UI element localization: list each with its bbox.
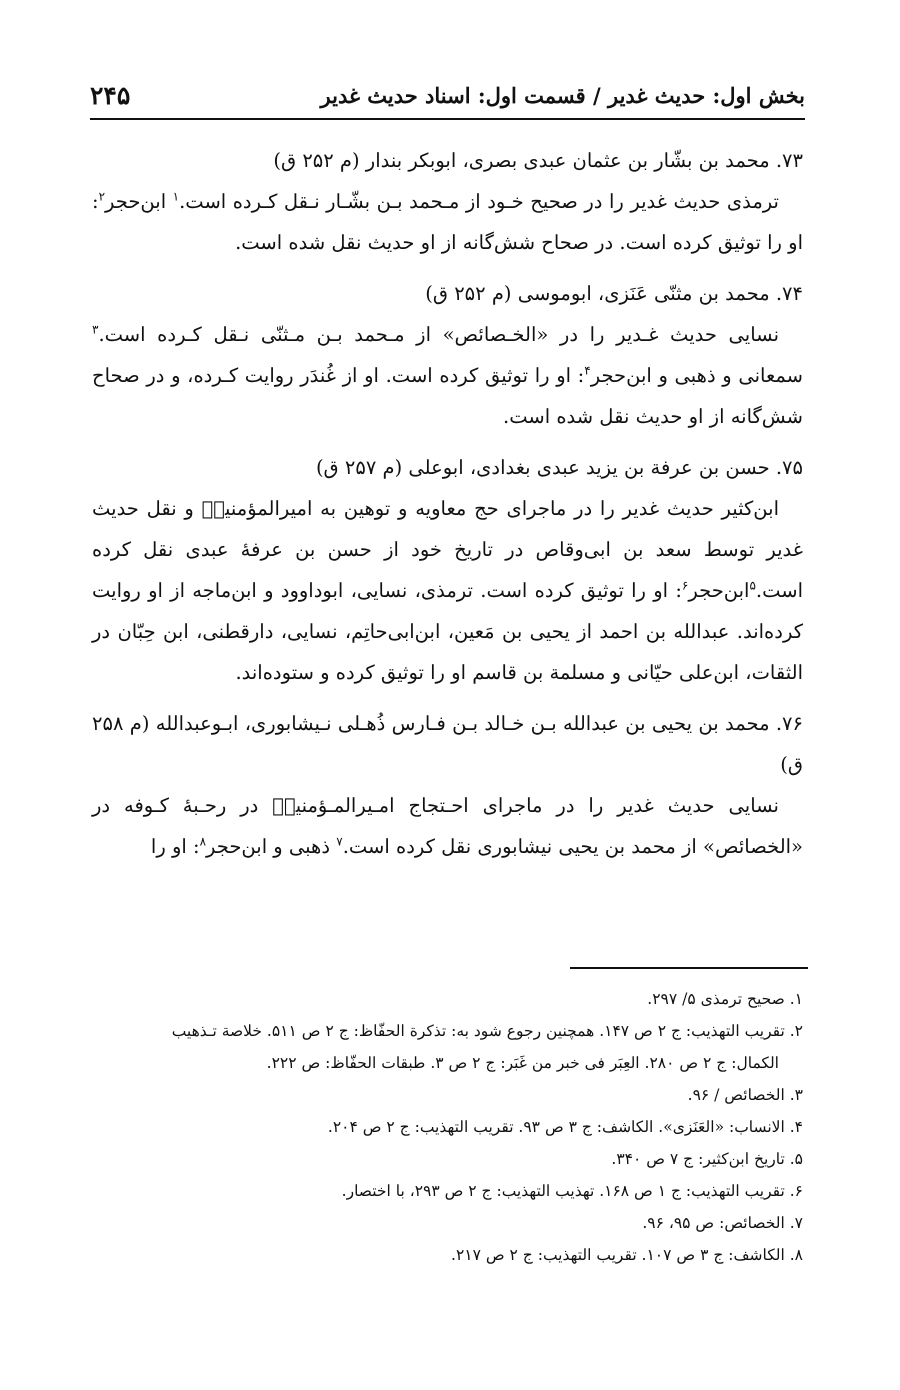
entry-title: ۷۳. محمد بن بشّار بن عثمان عبدی بصری، ابوبکر بندار (م ۲۵۲ ق)	[273, 149, 803, 172]
footnote-ref[interactable]: ۸	[199, 834, 207, 849]
footnote-ref[interactable]: ۶	[681, 578, 689, 593]
entry-text: نسایی حدیث غدیر را در ماجرای احـتجاج امـیرالمـؤمنینؔ در رحـبهٔ کـوفه در «الخصائص» از محمد بن یحیی نیشابوری نقل کرده است.$^۷$ ذهبی و ابن‌حجر$^۸$: او را	[92, 794, 803, 858]
entry-text: ابن‌کثیر حدیث غدیر را در ماجرای حج معاویه و توهین به امیرالمؤمنینؔ و نقل حدیث غدیر توسط سعد بن ابی‌وقاص در تاریخ خود از حسن بن عرفهٔ عبدی نقل کرده است.$^۵$ابن‌حجر$^۶$: او را توثیق کرده است. ترمذی، نسایی، ابوداوود و ابن‌ماجه از او روایت کرده‌اند. عبدالله بن احمد از یحیی بن مَعین، ابن‌ابی‌حاتِم، نسایی، دارقطنی، ابن حِبّان در الثقات، ابن‌علی حیّانی و مسلمة بن قاسم او را توثیق کرده و ستوده‌اند.	[92, 497, 803, 684]
footnote-6: ۶. تقریب التهذیب: ج ۱ ص ۱۶۸. تهذیب التهذیب: ج ۲ ص ۲۹۳، با اختصار.	[341, 1182, 803, 1200]
running-head: بخش اول: حدیث غدیر / قسمت اول: اسناد حدیث غدیر	[320, 83, 805, 108]
page-header	[90, 68, 805, 116]
header-rule	[90, 118, 805, 120]
entry-text: نسایی حدیث غـدیر را در «الخـصائص» از مـحمد بـن مـثنّی نـقل کـرده است.$^۳$ سمعانی و ذهبی و ابن‌حجر$^۴$: او را توثیق کرده است. او از غُندَر روایت کـرده، و در صحاح شش‌گانه از او حدیث نقل شده است.	[92, 322, 803, 428]
entry-75	[92, 447, 803, 693]
entry-74	[92, 273, 803, 437]
footnote-5: ۵. تاریخ ابن‌کثیر: ج ۷ ص ۳۴۰.	[611, 1150, 803, 1168]
footnote-ref[interactable]: ۲	[98, 189, 106, 204]
footnote-ref[interactable]: ۳	[92, 322, 99, 337]
footnote-ref[interactable]: ۷	[336, 834, 343, 849]
footnote-2: ۲. تقریب التهذیب: ج ۲ ص ۱۴۷. همچنین رجوع شود به: تذکرة الحفّاظ: ج ۲ ص ۵۱۱. خلاصة تـذهیب الکمال: ج ۲ ص ۲۸۰. العِبَر فی خبر من غَبَر: ج ۲ ص ۳. طبقات الحفّاظ: ص ۲۲۲.	[171, 1022, 803, 1072]
entry-73	[92, 140, 803, 263]
footnote-4: ۴. الانساب: «العَنَزی». الکاشف: ج ۳ ص ۹۳. تقریب التهذیب: ج ۲ ص ۲۰۴.	[327, 1118, 803, 1136]
footnote-ref[interactable]: ۵	[749, 578, 756, 593]
entry-76	[92, 703, 803, 867]
page-number: ۲۴۵	[90, 81, 131, 110]
footnote-7: ۷. الخصائص: ص ۹۵، ۹۶.	[642, 1214, 803, 1232]
footnote-ref[interactable]: ۱	[172, 189, 180, 204]
entry-title: ۷۴. محمد بن مثنّی عَنَزی، ابوموسی (م ۲۵۲ ق)	[425, 282, 803, 305]
entry-text: ترمذی حدیث غدیر را در صحیح خـود از مـحمد بـن بشّـار نـقل کـرده است.$^۱$ ابن‌حجر$^۲$: او را توثیق کرده است. در صحاح شش‌گانه از او حدیث نقل شده است.	[92, 189, 803, 254]
footnote-ref[interactable]: ۴	[584, 363, 591, 378]
footnotes	[92, 983, 803, 1271]
entry-title: ۷۵. حسن بن عرفة بن یزید عبدی بغدادی، ابوعلی (م ۲۵۷ ق)	[315, 456, 803, 479]
footnote-separator	[570, 967, 808, 969]
footnote-1: ۱. صحیح ترمذی ۵/ ۲۹۷.	[647, 990, 803, 1008]
entry-title: ۷۶. محمد بن یحیی بن عبدالله بـن خـالد بـن فـارس ذُهـلی نـیشابوری، ابـوعبدالله (م ۲۵۸ ق)	[92, 712, 803, 776]
footnote-8: ۸. الکاشف: ج ۳ ص ۱۰۷. تقریب التهذیب: ج ۲ ص ۲۱۷.	[451, 1246, 803, 1264]
main-text	[92, 140, 803, 877]
footnote-3: ۳. الخصائص / ۹۶.	[687, 1086, 803, 1104]
